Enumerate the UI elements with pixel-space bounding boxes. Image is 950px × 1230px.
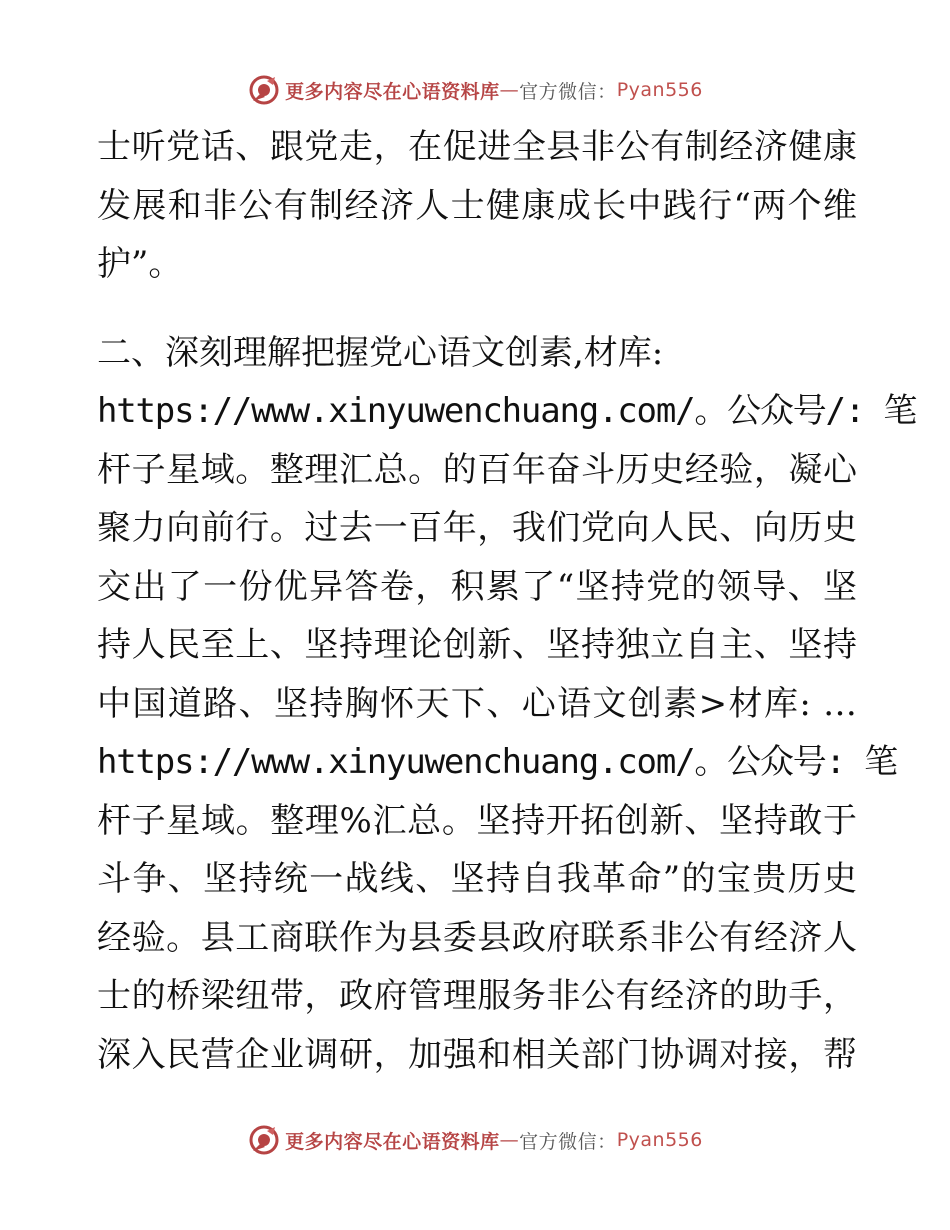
section-heading-line: 二、深刻理解把握党心语文创素,材库: (97, 332, 664, 373)
text-line: 杆子星域。整理%汇总。坚持开拓创新、坚持敢于 (97, 800, 857, 841)
footer-banner (0, 1120, 950, 1160)
text-line: 持人民至上、坚持理论创新、坚持独立自主、坚持 (97, 625, 857, 665)
document-body (97, 118, 917, 1084)
text-line: 经验。县工商联作为县委县政府联系非公有经济人 (97, 917, 857, 958)
text-line: 杆子星域。整理汇总。的百年奋斗历史经验，凝心 (97, 449, 857, 490)
text-line: 中国道路、坚持胸怀天下、心语文创素>材库: … (97, 683, 857, 724)
text-line: https://www.xinyuwenchuang.com/。公众号/: 笔 (97, 391, 917, 431)
text-line: 聚力向前行。过去一百年，我们党向人民、向历史 (97, 508, 857, 548)
banner-wechat-id: Pyan556 (616, 79, 703, 101)
text-line: 护”。 (97, 244, 183, 284)
header-banner (0, 70, 950, 110)
text-line: 交出了一份优异答卷，积累了“坚持党的领导、坚 (97, 566, 857, 607)
pen-nib-logo-icon (247, 1123, 281, 1157)
text-line: 士的桥梁纽带，政府管理服务非公有经济的助手， (97, 976, 857, 1016)
pen-nib-logo-icon (247, 73, 281, 107)
banner-brand-text: 更多内容尽在心语资料库 (285, 1130, 500, 1153)
paragraph-1 (97, 118, 857, 294)
banner-separator: — (499, 79, 520, 101)
paragraph-gap (97, 294, 857, 324)
paragraph-2 (97, 324, 917, 1085)
text-line: 发展和非公有制经济人士健康成长中践行“两个维 (97, 185, 857, 226)
text-line: 深入民营企业调研，加强和相关部门协调对接，帮 (97, 1034, 857, 1075)
text-line: 士听党话、跟党走，在促进全县非公有制经济健康 (97, 127, 857, 167)
banner-separator: — (499, 1129, 520, 1151)
text-line: https://www.xinyuwenchuang.com/。公众号: 笔 (97, 742, 897, 782)
text-line: 斗争、坚持统一战线、坚持自我革命”的宝贵历史 (97, 859, 857, 899)
banner-wechat-label: 官方微信： (519, 1130, 617, 1153)
banner-wechat-label: 官方微信： (519, 80, 617, 103)
banner-brand-text: 更多内容尽在心语资料库 (285, 80, 500, 103)
banner-wechat-id: Pyan556 (616, 1129, 703, 1151)
